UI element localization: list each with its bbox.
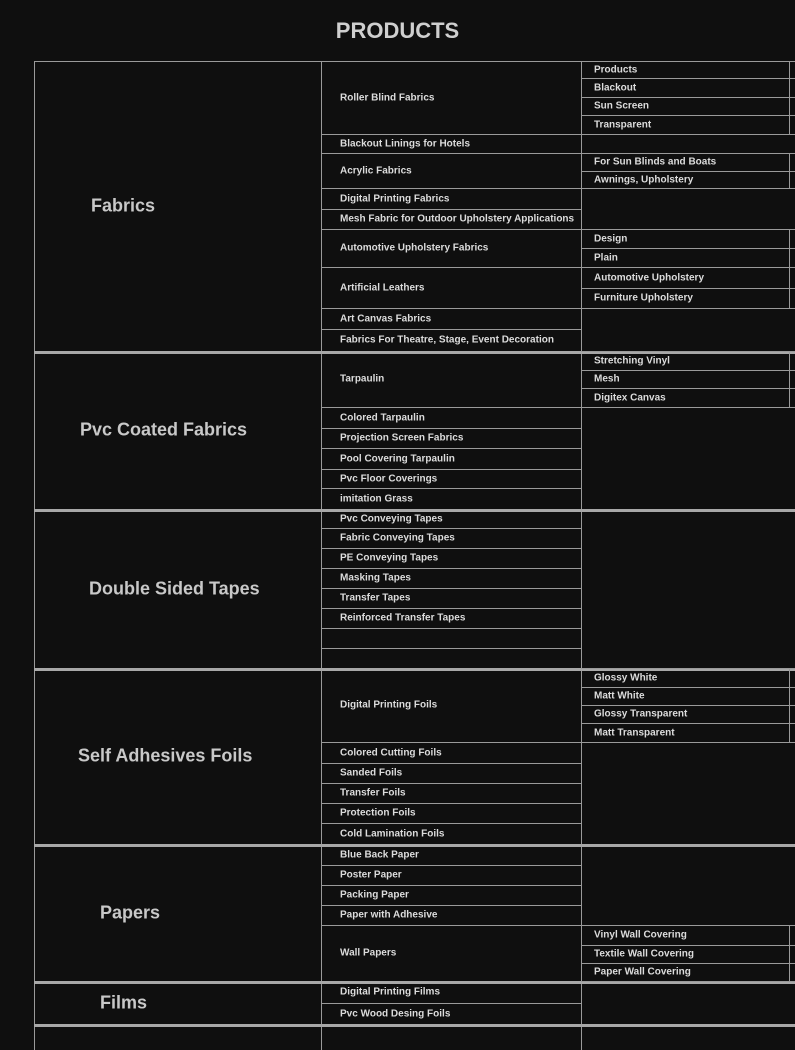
item-row-divider [321, 885, 581, 886]
item-wall-papers[interactable]: Wall Papers [340, 947, 397, 959]
item-imitation-grass[interactable]: imitation Grass [340, 493, 413, 504]
item-pvc-floor-coverings[interactable]: Pvc Floor Coverings [340, 473, 438, 484]
subitem-row-divider [581, 945, 795, 946]
category-pvc-coated-fabrics[interactable]: Pvc Coated Fabrics [80, 419, 248, 440]
subitem-glossy-white[interactable]: Glossy White [594, 672, 658, 683]
subitem-paper-wall-covering[interactable]: Paper Wall Covering [594, 966, 691, 978]
item-row-divider [321, 865, 581, 866]
item-row-divider [321, 588, 581, 589]
item-projection-screen-fabrics[interactable]: Projection Screen Fabrics [340, 432, 464, 444]
item-row-divider [321, 823, 581, 824]
subitem-digitex-canvas[interactable]: Digitex Canvas [594, 392, 666, 403]
subitem-row-divider [581, 267, 795, 268]
subitem-row-divider [581, 97, 795, 98]
item-cold-lamination-foils[interactable]: Cold Lamination Foils [340, 828, 445, 839]
subitem-automotive-upholstery[interactable]: Automotive Upholstery [594, 272, 705, 283]
subitem-right-border [789, 267, 790, 308]
subitem-matt-transparent[interactable]: Matt Transparent [594, 727, 675, 738]
item-artificial-leathers[interactable]: Artificial Leathers [340, 282, 425, 293]
item-colored-cutting-foils[interactable]: Colored Cutting Foils [340, 747, 442, 758]
subitem-vinyl-wall-covering[interactable]: Vinyl Wall Covering [594, 929, 687, 941]
item-pvc-conveying-tapes[interactable]: Pvc Conveying Tapes [340, 513, 443, 524]
subitem-right-border [789, 668, 790, 742]
item-digital-printing-fabrics[interactable]: Digital Printing Fabrics [340, 193, 450, 204]
subitem-awnings-upholstery[interactable]: Awnings, Upholstery [594, 174, 694, 185]
item-row-divider [321, 329, 581, 330]
subitem-row-divider [581, 388, 795, 389]
item-art-canvas-fabrics[interactable]: Art Canvas Fabrics [340, 313, 432, 324]
item-row-divider [321, 188, 581, 189]
item-mesh-fabric-for-outdoor-upholstery-applications[interactable]: Mesh Fabric for Outdoor Upholstery Applications [340, 213, 575, 225]
subitem-row-divider [581, 308, 795, 309]
item-pvc-wood-desing-foils[interactable]: Pvc Wood Desing Foils [340, 1008, 451, 1019]
page-title: PRODUCTS [335, 18, 460, 43]
subitem-products[interactable]: Products [594, 64, 638, 75]
item-row-divider [321, 407, 581, 408]
item-blue-back-paper[interactable]: Blue Back Paper [340, 849, 419, 860]
item-row-divider [321, 783, 581, 784]
subitem-row-divider [581, 288, 795, 289]
item-blackout-linings-for-hotels[interactable]: Blackout Linings for Hotels [340, 138, 471, 149]
item-protection-foils[interactable]: Protection Foils [340, 807, 416, 819]
subitem-row-divider [581, 171, 795, 172]
item-row-divider [321, 1003, 581, 1004]
item-fabric-conveying-tapes[interactable]: Fabric Conveying Tapes [340, 532, 455, 544]
category-films[interactable]: Films [100, 992, 148, 1012]
item-roller-blind-fabrics[interactable]: Roller Blind Fabrics [340, 92, 435, 103]
subitem-row-divider [581, 78, 795, 79]
subitem-plain[interactable]: Plain [594, 252, 618, 263]
item-masking-tapes[interactable]: Masking Tapes [340, 572, 411, 584]
item-row-divider [321, 528, 581, 529]
item-digital-printing-films[interactable]: Digital Printing Films [340, 986, 441, 998]
subitem-row-divider [581, 963, 795, 964]
subitem-row-divider [581, 248, 795, 249]
item-row-divider [321, 308, 581, 309]
item-pool-covering-tarpaulin[interactable]: Pool Covering Tarpaulin [340, 453, 455, 464]
item-row-divider [321, 267, 581, 268]
subitem-row-divider [581, 687, 795, 688]
item-sanded-foils[interactable]: Sanded Foils [340, 767, 403, 779]
subitem-row-divider [581, 351, 795, 352]
item-automotive-upholstery-fabrics[interactable]: Automotive Upholstery Fabrics [340, 242, 489, 254]
category-separator [34, 844, 795, 847]
item-row-divider [321, 608, 581, 609]
item-row-divider [321, 153, 581, 154]
item-row-divider [321, 469, 581, 470]
subitem-row-divider [581, 153, 795, 154]
item-reinforced-transfer-tapes[interactable]: Reinforced Transfer Tapes [340, 612, 466, 624]
item-transfer-foils[interactable]: Transfer Foils [340, 787, 406, 799]
item-row-divider [321, 134, 581, 135]
item-row-divider [321, 448, 581, 449]
frame-left-border [34, 61, 35, 1050]
item-row-divider [321, 648, 581, 649]
subitem-row-divider [581, 668, 795, 669]
item-colored-tarpaulin[interactable]: Colored Tarpaulin [340, 412, 425, 423]
item-row-divider [321, 209, 581, 210]
subitem-row-divider [581, 188, 795, 189]
subitem-row-divider [581, 370, 795, 371]
item-row-divider [321, 763, 581, 764]
item-row-divider [321, 628, 581, 629]
subitem-row-divider [581, 229, 795, 230]
subitem-row-divider [581, 61, 795, 62]
item-row-divider [321, 905, 581, 906]
category-separator [34, 1024, 795, 1027]
item-row-divider [321, 229, 581, 230]
subitem-mesh[interactable]: Mesh [594, 373, 620, 385]
subitem-right-border [789, 153, 790, 188]
item-pe-conveying-tapes[interactable]: PE Conveying Tapes [340, 552, 439, 564]
subitem-row-divider [581, 723, 795, 724]
subitem-row-divider [581, 705, 795, 706]
item-row-divider [321, 428, 581, 429]
item-paper-with-adhesive[interactable]: Paper with Adhesive [340, 909, 438, 921]
subitem-row-divider [581, 742, 795, 743]
subitem-row-divider [581, 407, 795, 408]
subitem-textile-wall-covering[interactable]: Textile Wall Covering [594, 948, 695, 960]
subitem-row-divider [581, 134, 795, 135]
subitem-right-border [789, 229, 790, 267]
subitem-furniture-upholstery[interactable]: Furniture Upholstery [594, 292, 693, 304]
subitem-transparent[interactable]: Transparent [594, 119, 652, 130]
item-row-divider [321, 742, 581, 743]
subitem-right-border [789, 61, 790, 134]
item-row-divider [321, 568, 581, 569]
item-column-divider [581, 61, 582, 1050]
category-separator [34, 509, 795, 512]
item-transfer-tapes[interactable]: Transfer Tapes [340, 592, 411, 604]
subitem-sun-screen[interactable]: Sun Screen [594, 100, 650, 112]
item-fabrics-for-theatre-stage-event-decoration[interactable]: Fabrics For Theatre, Stage, Event Decoration [340, 334, 554, 346]
item-row-divider [321, 488, 581, 489]
category-double-sided-tapes[interactable]: Double Sided Tapes [89, 578, 260, 598]
subitem-row-divider [581, 925, 795, 926]
subitem-for-sun-blinds-and-boats[interactable]: For Sun Blinds and Boats [594, 156, 717, 168]
subitem-design[interactable]: Design [594, 233, 628, 244]
subitem-right-border [789, 925, 790, 981]
subitem-row-divider [581, 981, 795, 982]
subitem-row-divider [581, 115, 795, 116]
item-row-divider [321, 548, 581, 549]
item-poster-paper[interactable]: Poster Paper [340, 869, 402, 881]
item-row-divider [321, 803, 581, 804]
category-papers[interactable]: Papers [100, 902, 161, 922]
subitem-right-border [789, 351, 790, 407]
subitem-stretching-vinyl[interactable]: Stretching Vinyl [594, 355, 670, 366]
subitem-glossy-transparent[interactable]: Glossy Transparent [594, 708, 688, 720]
category-fabrics[interactable]: Fabrics [91, 195, 156, 216]
item-digital-printing-foils[interactable]: Digital Printing Foils [340, 699, 438, 711]
item-packing-paper[interactable]: Packing Paper [340, 889, 409, 901]
subitem-matt-white[interactable]: Matt White [594, 690, 645, 702]
item-acrylic-fabrics[interactable]: Acrylic Fabrics [340, 165, 412, 176]
subitem-blackout[interactable]: Blackout [594, 82, 637, 93]
item-row-divider [321, 925, 581, 926]
item-tarpaulin[interactable]: Tarpaulin [340, 373, 385, 385]
category-self-adhesives-foils[interactable]: Self Adhesives Foils [78, 745, 253, 766]
